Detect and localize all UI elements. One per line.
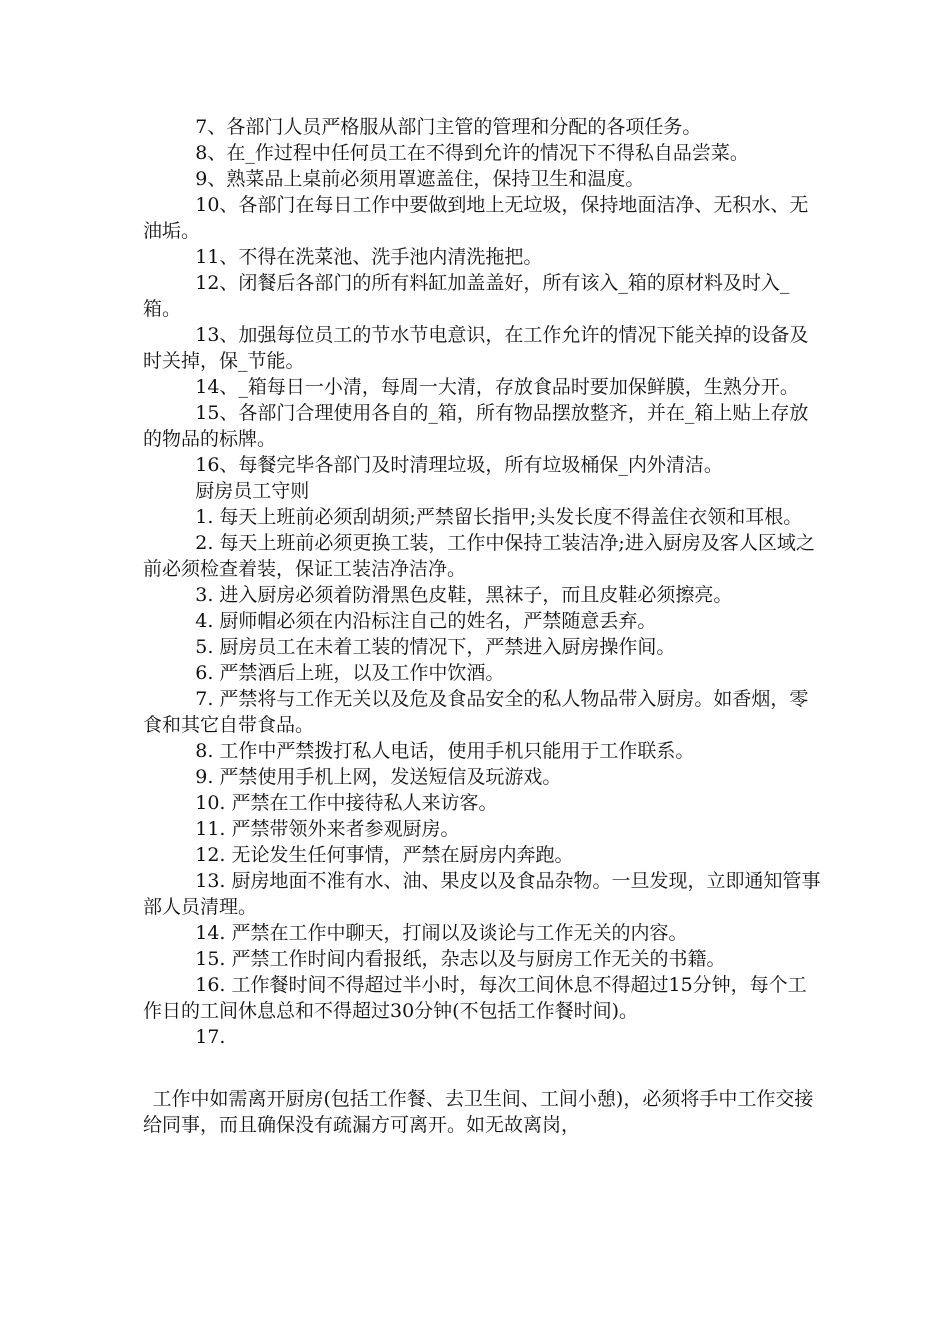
rule-item: 12、闭餐后各部门的所有料缸加盖盖好，所有该入_箱的原材料及时入_箱。 <box>143 272 790 320</box>
guideline-item: 13. 厨房地面不准有水、油、果皮以及食品杂物。一旦发现，立即通知管事部人员清理。 <box>143 870 821 918</box>
guideline-item: 16. 工作餐时间不得超过半小时，每次工间休息不得超过15分钟，每个工作日的工间休息总和不得超过30分钟(不包括工作餐时间)。 <box>143 974 807 1022</box>
closing-paragraph: 工作中如需离开厨房(包括工作餐、去卫生间、工间小憩)，必须将手中工作交接给同事，而且确保没有疏漏方可离开。如无故离岗， <box>143 1088 814 1136</box>
guideline-item: 15. 严禁工作时间内看报纸，杂志以及与厨房工作无关的书籍。 <box>195 948 726 970</box>
rule-item: 11、不得在洗菜池、洗手池内清洗拖把。 <box>195 246 543 268</box>
guideline-item: 17. <box>195 1026 226 1048</box>
rule-item: 15、各部门合理使用各自的_箱，所有物品摆放整齐，并在_箱上贴上存放的物品的标牌。 <box>143 402 809 450</box>
guideline-item: 11. 严禁带领外来者参观厨房。 <box>195 818 460 840</box>
rule-item: 9、熟菜品上桌前必须用罩遮盖住，保持卫生和温度。 <box>195 168 645 190</box>
section-title: 厨房员工守则 <box>195 480 310 502</box>
rule-item: 14、_箱每日一小清，每周一大清，存放食品时要加保鲜膜，生熟分开。 <box>195 376 799 398</box>
guideline-item: 1. 每天上班前必须刮胡须;严禁留长指甲;头发长度不得盖住衣领和耳根。 <box>195 506 803 528</box>
rule-item: 8、在_作过程中任何员工在不得到允许的情况下不得私自品尝菜。 <box>195 142 749 164</box>
guideline-item: 3. 进入厨房必须着防滑黑色皮鞋，黑袜子，而且皮鞋必须擦亮。 <box>195 584 733 606</box>
rule-item: 10、各部门在每日工作中要做到地上无垃圾，保持地面洁净、无积水、无油垢。 <box>143 194 809 242</box>
guideline-item: 7. 严禁将与工作无关以及危及食品安全的私人物品带入厨房。如香烟，零食和其它自带食品。 <box>143 688 809 736</box>
rule-item: 7、各部门人员严格服从部门主管的管理和分配的各项任务。 <box>195 116 702 138</box>
guideline-item: 12. 无论发生任何事情，严禁在厨房内奔跑。 <box>195 844 574 866</box>
guideline-item: 2. 每天上班前必须更换工装，工作中保持工装洁净;进入厨房及客人区域之前必须检查着装，保证工装洁净洁净。 <box>143 532 815 580</box>
guideline-item: 8. 工作中严禁拨打私人电话，使用手机只能用于工作联系。 <box>195 740 695 762</box>
guideline-item: 14. 严禁在工作中聊天，打闹以及谈论与工作无关的内容。 <box>195 922 688 944</box>
guideline-item: 5. 厨房员工在未着工装的情况下，严禁进入厨房操作间。 <box>195 636 676 658</box>
guideline-item: 4. 厨师帽必须在内沿标注自己的姓名，严禁随意丢弃。 <box>195 610 657 632</box>
rule-item: 13、加强每位员工的节水节电意识，在工作允许的情况下能关掉的设备及时关掉，保_节能。 <box>143 324 809 372</box>
guideline-item: 10. 严禁在工作中接待私人来访客。 <box>195 792 498 814</box>
document-body <box>143 114 823 1138</box>
blank-line <box>143 1050 823 1076</box>
guideline-item: 9. 严禁使用手机上网，发送短信及玩游戏。 <box>195 766 562 788</box>
guideline-item: 6. 严禁酒后上班，以及工作中饮酒。 <box>195 662 505 684</box>
rule-item: 16、每餐完毕各部门及时清理垃圾，所有垃圾桶保_内外清洁。 <box>195 454 723 476</box>
